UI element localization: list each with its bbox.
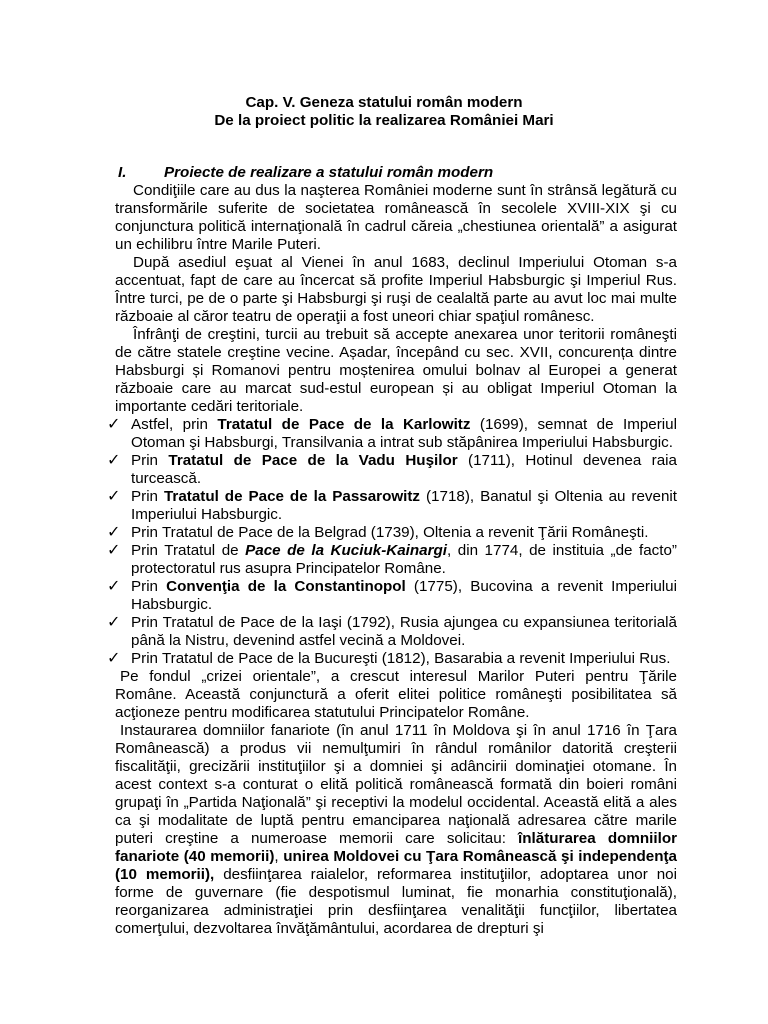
section-title: Proiecte de realizare a statului român modern [164,164,494,181]
list-item: ✓ Prin Tratatul de Pace de la Vadu Huşilor (1711), Hotinul devenea raia turcească. [107,452,677,487]
list-item: ✓ Prin Tratatul de Pace de la Bucureşti (1812), Basarabia a revenit Imperiului Rus. [107,650,671,667]
paragraph-4: Pe fondul „crizei orientale”, a crescut interesul Marilor Puteri pentru Ţările Române. Această conjunctură a oferit elitei politice româneşti posibilitatea să acţioneze pentru modificarea statutului Principatelor Române. [115,668,677,721]
checkmark-icon: ✓ [107,650,121,667]
section-number: I. [118,164,127,181]
treaty-name: Pace de la Kuciuk-Kainargi [245,542,448,559]
checkmark-icon: ✓ [107,542,121,559]
treaty-name: Tratatul de Pace de la Passarowitz [163,488,421,505]
list-item: ✓ Prin Tratatul de Pace de la Passarowitz (1718), Banatul şi Oltenia au revenit Imperiului Habsburgic. [107,488,678,523]
checkmark-icon: ✓ [107,614,121,631]
paragraph-2: După asediul eşuat al Vienei în anul 1683, declinul Imperiului Otoman s-a accentuat, fapt de care au încercat să profite Imperiul Habsburgic şi Imperiul Rus. Între turci, pe de o parte şi Habsburgi şi ruşi de cealaltă parte au avut loc mai multe războaie al căror teatru de operaţii a fost uneori chiar spaţiul românesc. [115,254,677,325]
chapter-title: Cap. V. Geneza statului român modern [245,94,523,111]
checkmark-icon: ✓ [107,488,121,505]
list-item: ✓ Prin Convenţia de la Constantinopol (1775), Bucovina a revenit Imperiului Habsburgic. [107,578,677,613]
paragraph-3: Înfrânţi de creştini, turcii au trebuit să accepte anexarea unor teritorii româneşti de către statele creştine vecine. Așadar, începând cu sec. XVII, concurența dintre Habsburgi și Romanovi pentru moștenirea omului bolnav al Europei a generat războaie care au marcat sud-estul european și au obligat Imperiul Otoman la importante cedări teritoriale. [115,326,677,415]
checkmark-icon: ✓ [107,524,121,541]
list-item: ✓ Prin Tratatul de Pace de la Kuciuk-Kainargi, din 1774, de instituia „de facto” protectoratul rus asupra Principatelor Române. [107,542,677,577]
chapter-subtitle: De la proiect politic la realizarea României Mari [214,112,554,129]
list-item: ✓ Prin Tratatul de Pace de la Iaşi (1792), Rusia ajungea cu expansiunea teritorială până la Nistru, devenind astfel vecină a Moldovei. [107,614,677,649]
treaty-name: Convenţia de la Constantinopol [166,578,406,595]
checkmark-icon: ✓ [107,578,121,595]
section-heading [118,164,493,182]
paragraph-1: Condiţiile care au dus la naşterea României moderne sunt în strânsă legătură cu transformările suferite de societatea românească în secolele XVIII-XIX şi cu conjunctura politică internaţională în cadrul căreia „chestiunea orientală” a asigurat un echilibru între Marile Puteri. [115,182,677,253]
demand-highlight: înlăturarea domniilor fanariote (40 memorii) [115,830,678,865]
checkmark-icon: ✓ [107,452,121,469]
treaty-name: Tratatul de Pace de la Vadu Huşilor [168,452,458,469]
paragraph-5: Instaurarea domniilor fanariote (în anul 1711 în Moldova şi în anul 1716 în Ţara Românească) a produs vii nemulţumiri în rândul românilor datorită creşterii fiscalităţii, grecizării instituţiilor şi a domniei şi adâncirii dominaţiei otomane. În acest context s-a conturat o elită politică românească formată din boieri români grupaţi în „Partida Naţională” şi receptivi la modelul occidental. Această elită a ales ca şi modalitate de luptă pentru emanciparea naţională adresarea către marile puteri creştine a numeroase memorii care solicitau: înlăturarea domniilor fanariote (40 memorii), unirea Moldovei cu Ţara Românească şi independenţa (10 memorii), desfiinţarea raialelor, reformarea instituţiilor, adoptarea unor noi forme de guvernare (fie despotismul luminat, fie monarhia constituţională), reorganizarea administraţiei prin desfiinţarea venalităţii funcţiilor, libertatea comerţului, dezvoltarea învăţământului, acordarea de drepturi şi [115,722,678,937]
list-item: ✓ Astfel, prin Tratatul de Pace de la Karlowitz (1699), semnat de Imperiul Otoman şi Habsburgi, Transilvania a intrat sub stăpânirea Imperiului Habsburgic. [107,416,678,451]
treaty-name: Tratatul de Pace de la Karlowitz [217,416,471,433]
checkmark-icon: ✓ [107,416,121,433]
list-item: ✓ Prin Tratatul de Pace de la Belgrad (1739), Oltenia a revenit Ţării Româneşti. [107,524,649,541]
demand-highlight: unirea Moldovei cu Ţara Românească şi independenţa (10 memorii), [115,848,677,883]
